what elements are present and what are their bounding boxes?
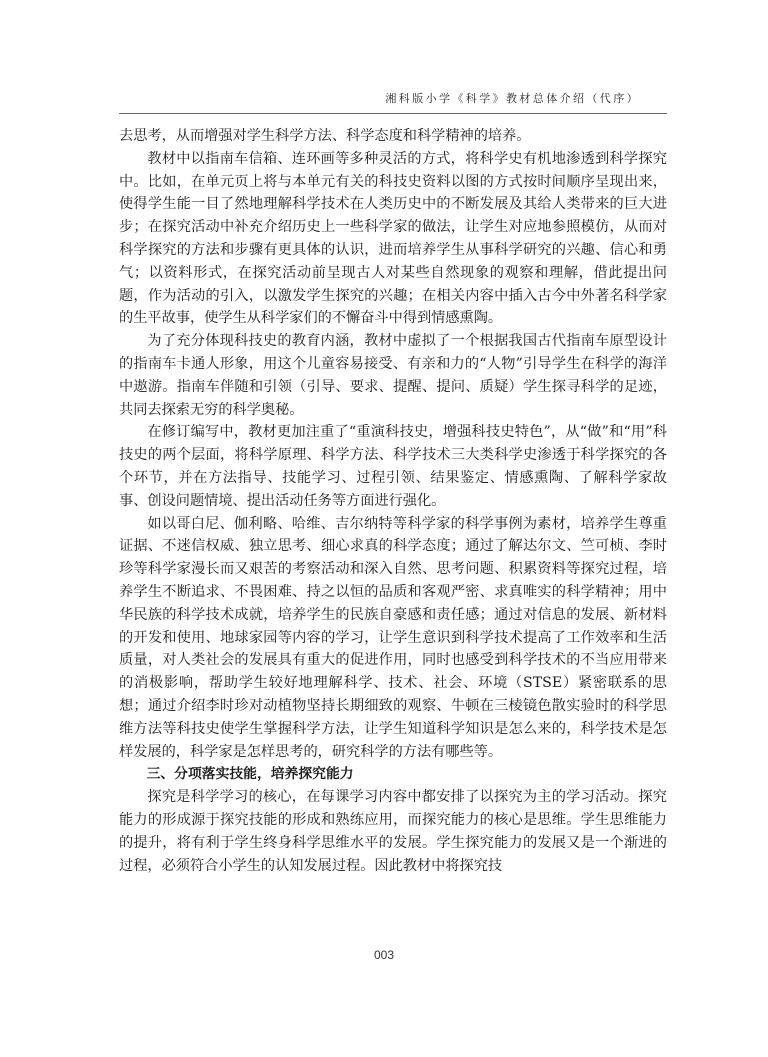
- paragraph-continuation: 去思考，从而增强对学生科学方法、科学态度和科学精神的培养。: [119, 128, 531, 144]
- page-number: 003: [373, 948, 395, 962]
- body-text: [119, 125, 667, 877]
- paragraph: 如以哥白尼、伽利略、哈维、吉尔纳特等科学家的科学事例为素材，培养学生尊重证据、不迷信权威、独立思考、细心求真的科学态度；通过了解达尔文、竺可桢、李时珍等科学家漫长而又艰苦的考察活动和深入自然、思考问题、积累资料等探究过程，培养学生不断追求、不畏困难、持之以恒的品质和客观严密、求真唯实的科学精神；用中华民族的科学技术成就，培养学生的民族自豪感和责任感；通过对信息的发展、新材料的开发和使用、地球家园等内容的学习，让学生意识到科学技术提高了工作效率和生活质量，对人类社会的发展具有重大的促进作用，同时也感受到科学技术的不当应用带来的消极影响，帮助学生较好地理解科学、技术、社会、环境（STSE）紧密联系的思想；通过介绍李时珍对动植物坚持长期细致的观察、牛顿在三棱镜色散实验时的科学思维方法等科技史使学生掌握科学方法，让学生知道科学知识是怎么来的，科学技术是怎样发展的，科学家是怎样思考的，研究科学的方法有哪些等。: [119, 515, 667, 760]
- paragraph: 在修订编写中，教材更加注重了“重演科技史，增强科技史特色”，从“做”和“用”科技史的两个层面，将科学原理、科学方法、科学技术三大类科学史渗透于科学探究的各个环节，并在方法指导、技能学习、过程引领、结果鉴定、情感熏陶、了解科学家故事、创设问题情境、提出活动任务等方面进行强化。: [119, 424, 667, 509]
- section-heading: 三、分项落实技能，培养探究能力: [146, 766, 354, 783]
- paragraph: 为了充分体现科技史的教育内涵，教材中虚拟了一个根据我国古代指南车原型设计的指南车卡通人形象，用这个儿童容易接受、有亲和力的“人物”引导学生在科学的海洋中遨游。指南车伴随和引领（引导、要求、提醒、提问、质疑）学生探寻科学的足迹，共同去探索无穷的科学奥秘。: [119, 333, 667, 418]
- running-header: 湘科版小学《科学》教材总体介绍（代序）: [385, 92, 640, 105]
- paragraph: 教材中以指南车信箱、连环画等多种灵活的方式，将科学史有机地渗透到科学探究中。比如，在单元页上将与本单元有关的科技史资料以图的方式按时间顺序呈现出来，使得学生能一目了然地理解科学技术在人类历史中的不断发展及其给人类带来的巨大进步；在探究活动中补充介绍历史上一些科学家的做法，让学生对应地参照模仿，从而对科学探究的方法和步骤有更具体的认识，进而培养学生从事科学研究的兴趣、信心和勇气；以资料形式，在探究活动前呈现古人对某些自然现象的观察和理解，借此提出问题，作为活动的引入，以激发学生探究的兴趣；在相关内容中插入古今中外著名科学家的生平故事，使学生从科学家们的不懈奋斗中得到情感熏陶。: [119, 150, 667, 327]
- paragraph: 探究是科学学习的核心，在每课学习内容中都安排了以探究为主的学习活动。探究能力的形成源于探究技能的形成和熟练应用，而探究能力的核心是思维。学生思维能力的提升，将有利于学生终身科学思维水平的发展。学生探究能力的发展又是一个渐进的过程，必须符合小学生的认知发展过程。因此教材中将探究技: [119, 789, 667, 874]
- header-divider: [119, 113, 667, 114]
